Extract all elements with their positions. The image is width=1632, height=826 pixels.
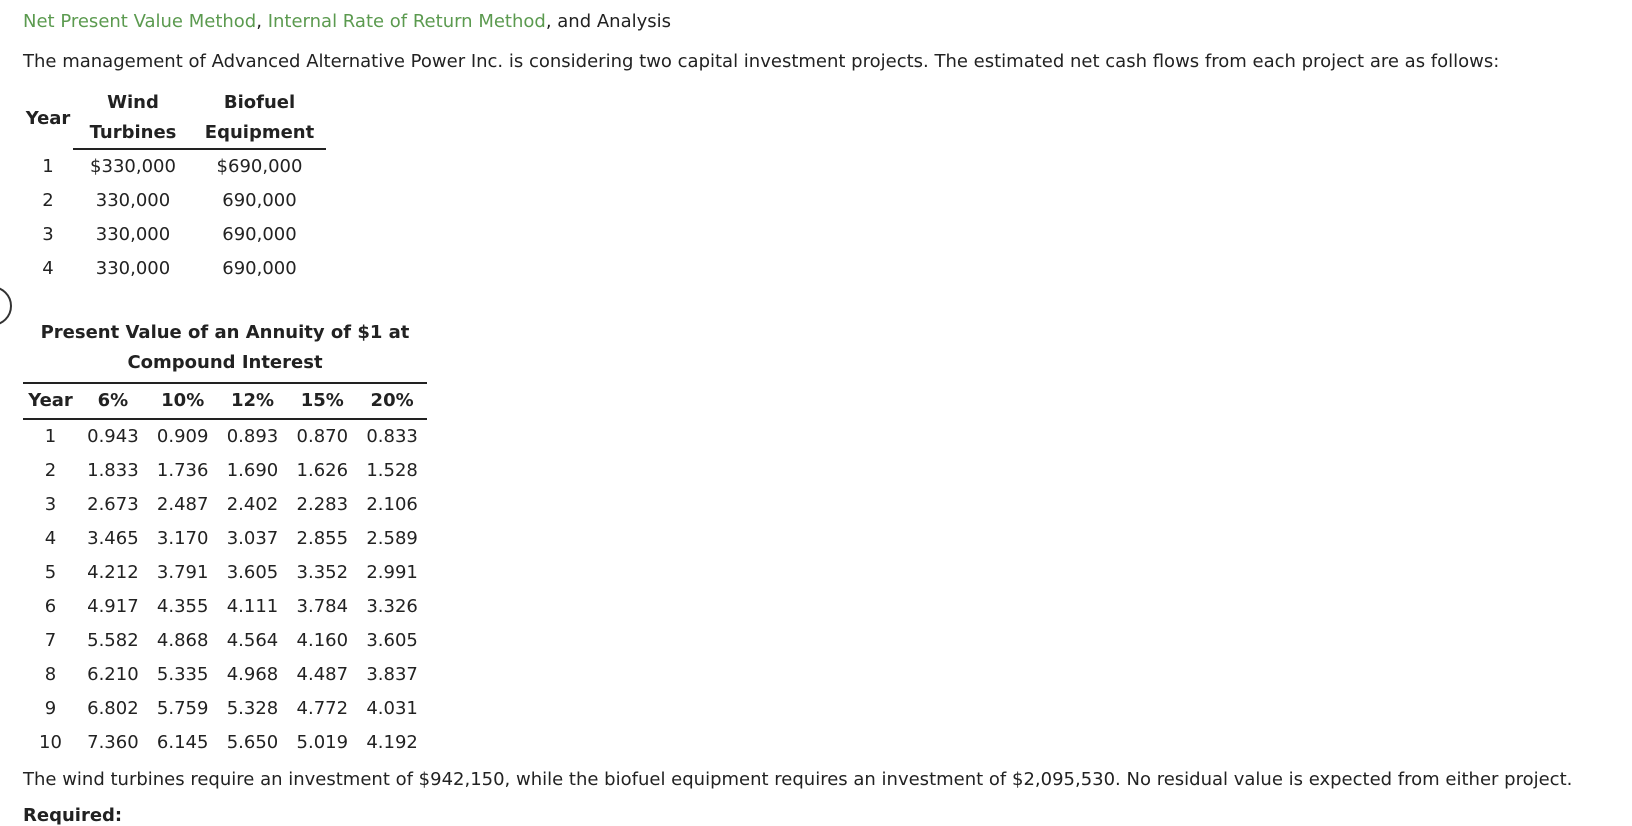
cf-bio-cell: 690,000 xyxy=(222,190,297,211)
pv-factor-cell: 4.031 xyxy=(366,698,418,719)
pv-factor-cell: 0.833 xyxy=(366,426,418,447)
pv-header-rate: 6% xyxy=(78,383,148,419)
pv-factor-cell: 4.968 xyxy=(226,664,279,685)
cf-year-cell: 3 xyxy=(42,224,54,245)
pv-factor-cell: 4.111 xyxy=(226,596,279,617)
pv-factor-cell: 1.528 xyxy=(366,460,418,481)
pv-factor-cell: 0.943 xyxy=(87,426,139,447)
cf-wind-cell: 330,000 xyxy=(95,190,171,211)
pv-row xyxy=(23,658,427,692)
pv-factor-cell: 3.791 xyxy=(156,562,209,583)
pv-row xyxy=(23,692,427,726)
pv-factor-cell: 3.352 xyxy=(296,562,349,583)
pv-factor-cell: 4.772 xyxy=(296,698,349,719)
pv-factor-cell: 1.626 xyxy=(296,460,349,481)
cf-year-cell: 1 xyxy=(42,155,54,177)
pv-factor-cell: 3.465 xyxy=(87,528,139,549)
cf-header-bio-1: Biofuel xyxy=(223,92,296,113)
pv-row xyxy=(23,556,427,590)
pv-factor-cell: 4.212 xyxy=(87,562,139,583)
pv-factor-cell: 3.037 xyxy=(226,528,279,549)
irr-method-link[interactable]: Internal Rate of Return Method xyxy=(267,11,546,32)
heading-separator: , xyxy=(256,11,268,32)
pv-factor-cell: 1.690 xyxy=(226,460,279,481)
pv-factor-cell: 5.759 xyxy=(156,698,209,719)
pv-factor-cell: 3.170 xyxy=(156,528,209,549)
cf-wind-cell: 330,000 xyxy=(95,258,171,279)
pv-caption-line-2: Compound Interest xyxy=(127,352,323,373)
pv-year-cell: 9 xyxy=(44,698,57,719)
pv-factor-cell: 6.210 xyxy=(87,664,139,685)
cf-wind-cell: 330,000 xyxy=(95,224,171,245)
pv-factor-cell: 4.355 xyxy=(156,596,209,617)
cash-flow-row xyxy=(23,252,326,286)
pv-factor-cell: 0.909 xyxy=(156,426,209,447)
pv-factor-cell: 5.335 xyxy=(156,664,209,685)
pv-factor-cell: 5.650 xyxy=(226,732,279,753)
pv-factor-cell: 4.487 xyxy=(296,664,349,685)
pv-factor-cell: 2.487 xyxy=(156,494,209,515)
cf-bio-cell: 690,000 xyxy=(222,258,297,279)
pv-factor-cell: 3.605 xyxy=(226,562,279,583)
pv-header-rate: 20% xyxy=(357,383,427,419)
pv-year-cell: 6 xyxy=(44,596,57,617)
pv-factor-cell: 1.736 xyxy=(156,460,209,481)
pv-factor-cell: 4.564 xyxy=(226,630,279,651)
cf-year-cell: 4 xyxy=(42,258,54,279)
pv-factor-cell: 2.991 xyxy=(366,562,418,583)
intro-paragraph: The management of Advanced Alternative Power Inc. is considering two capital investment projects. The estimated net cash flows from each project are as follows: xyxy=(23,51,1500,72)
pv-factor-cell: 2.589 xyxy=(366,528,418,549)
cash-flow-row xyxy=(23,184,326,218)
pv-factor-cell: 0.870 xyxy=(296,426,349,447)
pv-row xyxy=(23,454,427,488)
cf-header-wind-2: Turbines xyxy=(73,118,193,149)
pv-year-cell: 1 xyxy=(44,426,57,447)
cash-flow-row xyxy=(23,149,326,184)
pv-header-rate: 15% xyxy=(287,383,357,419)
closing-paragraph: The wind turbines require an investment of $942,150, while the biofuel equipment requires an investment of $2,095,530. No residual value is expected from either project. xyxy=(23,769,1573,790)
pv-row xyxy=(23,488,427,522)
pv-row xyxy=(23,522,427,556)
pv-year-cell: 5 xyxy=(44,562,57,583)
pv-factor-cell: 6.802 xyxy=(87,698,139,719)
pv-year-cell: 8 xyxy=(44,664,57,685)
pv-factor-cell: 5.582 xyxy=(87,630,139,651)
cf-year-cell: 2 xyxy=(42,190,54,211)
pv-table-caption xyxy=(23,318,427,378)
pv-header-rate: 10% xyxy=(148,383,218,419)
cf-header-wind-1: Wind xyxy=(107,92,159,113)
cf-bio-cell: $690,000 xyxy=(216,156,303,177)
side-tab-circle[interactable] xyxy=(0,286,12,326)
pv-caption-line-1: Present Value of an Annuity of $1 at xyxy=(40,322,410,343)
pv-factor-cell: 7.360 xyxy=(87,732,139,753)
pv-factor-cell: 4.192 xyxy=(366,732,418,753)
npv-method-link[interactable]: Net Present Value Method xyxy=(23,11,257,32)
pv-year-cell: 4 xyxy=(44,528,57,549)
pv-header-rate: 12% xyxy=(218,383,288,419)
pv-factor-cell: 3.326 xyxy=(366,596,418,617)
cash-flow-row xyxy=(23,218,326,252)
pv-header-year: Year xyxy=(23,383,78,419)
pv-factor-cell: 2.283 xyxy=(296,494,349,515)
cf-bio-cell: 690,000 xyxy=(222,224,297,245)
pv-row xyxy=(23,624,427,658)
pv-factor-cell: 2.106 xyxy=(366,494,418,515)
pv-factor-cell: 6.145 xyxy=(156,732,209,753)
problem-heading xyxy=(23,8,671,36)
pv-factor-cell: 4.917 xyxy=(87,596,139,617)
pv-row xyxy=(23,726,427,760)
pv-factor-cell: 5.019 xyxy=(296,732,349,753)
pv-factor-cell: 5.328 xyxy=(226,698,279,719)
pv-factor-cell: 4.160 xyxy=(296,630,349,651)
pv-year-cell: 10 xyxy=(39,732,62,753)
cash-flow-table xyxy=(23,88,326,286)
pv-year-cell: 3 xyxy=(44,494,57,515)
pv-row xyxy=(23,590,427,624)
pv-factor-cell: 3.605 xyxy=(366,630,418,651)
cf-header-year: Year xyxy=(25,107,71,129)
required-label: Required: xyxy=(23,805,123,826)
pv-row xyxy=(23,419,427,454)
heading-rest: , and Analysis xyxy=(545,11,672,32)
pv-year-cell: 7 xyxy=(44,630,57,651)
cf-header-bio-2: Equipment xyxy=(193,118,326,149)
pv-annuity-table xyxy=(23,382,427,760)
pv-factor-cell: 2.855 xyxy=(296,528,349,549)
pv-factor-cell: 2.673 xyxy=(87,494,139,515)
pv-factor-cell: 0.893 xyxy=(226,426,279,447)
pv-factor-cell: 3.784 xyxy=(296,596,349,617)
pv-factor-cell: 3.837 xyxy=(366,664,418,685)
pv-factor-cell: 4.868 xyxy=(156,630,209,651)
pv-factor-cell: 1.833 xyxy=(87,460,139,481)
pv-year-cell: 2 xyxy=(44,460,57,481)
pv-factor-cell: 2.402 xyxy=(226,494,279,515)
cf-wind-cell: $330,000 xyxy=(90,156,176,177)
